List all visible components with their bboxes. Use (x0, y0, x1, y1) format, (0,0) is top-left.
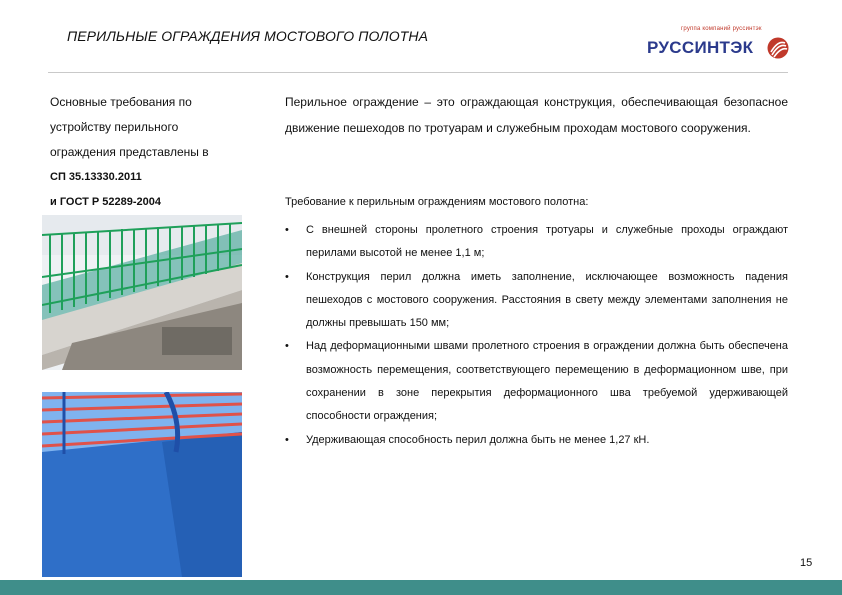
definition-paragraph: Перильное ограждение – это ограждающая конструкция, обеспечивающая безопасное движение пешеходов по тротуарам и служебным проходам мостового сооружения. (285, 95, 788, 135)
list-item-text: Конструкция перил должна иметь заполнение, исключающее возможность падения пешеходов с мостового сооружения. Расстояния в свету между элементами заполнения не должны превышать 150 мм; (306, 270, 788, 330)
page-number: 15 (800, 557, 813, 569)
source-line: устройству перильного (50, 120, 179, 134)
company-logo (643, 26, 789, 64)
bullet-icon: • (285, 270, 289, 283)
logo-mark-icon (767, 37, 789, 59)
source-line: Основные требования по (50, 95, 192, 109)
source-line-standard: и ГОСТ Р 52289-2004 (50, 196, 162, 208)
requirements-heading: Требование к перильным ограждениям мостового полотна: (285, 196, 589, 208)
bullet-icon: • (285, 433, 289, 446)
list-item (285, 219, 788, 266)
slide-title: ПЕРИЛЬНЫЕ ОГРАЖДЕНИЯ МОСТОВОГО ПОЛОТНА (67, 28, 429, 44)
bullet-icon: • (285, 224, 289, 236)
logo-brand: РУССИНТЭК (647, 38, 754, 57)
green-railing-photo (42, 215, 242, 370)
requirements-list (285, 219, 788, 452)
header-divider (48, 72, 788, 73)
requirements-source (50, 90, 250, 215)
source-line: ограждения представлены в (50, 145, 209, 159)
footer-bar (0, 580, 842, 595)
source-line-standard: СП 35.13330.2011 (50, 171, 142, 183)
list-item (285, 429, 788, 452)
list-item-text: С внешней стороны пролетного строения тротуары и служебные проходы ограждают перилами высотой не менее 1,1 м; (306, 224, 788, 260)
logo-tagline: группа компаний руссинтэк (681, 26, 762, 32)
list-item (285, 266, 788, 336)
list-item-text: Удерживающая способность перил должна быть не менее 1,27 кН. (306, 433, 650, 446)
list-item-text: Над деформационными швами пролетного строения в ограждении должна быть обеспечена возможность перемещения, соответствующего перемещению в деформационном шве, при сохранении в зоне перекрытия деформационного шва требуемой удерживающей способности ограждения; (306, 340, 788, 423)
blue-barrier-photo (42, 392, 242, 577)
list-item (285, 335, 788, 428)
bullet-icon: • (285, 340, 289, 353)
